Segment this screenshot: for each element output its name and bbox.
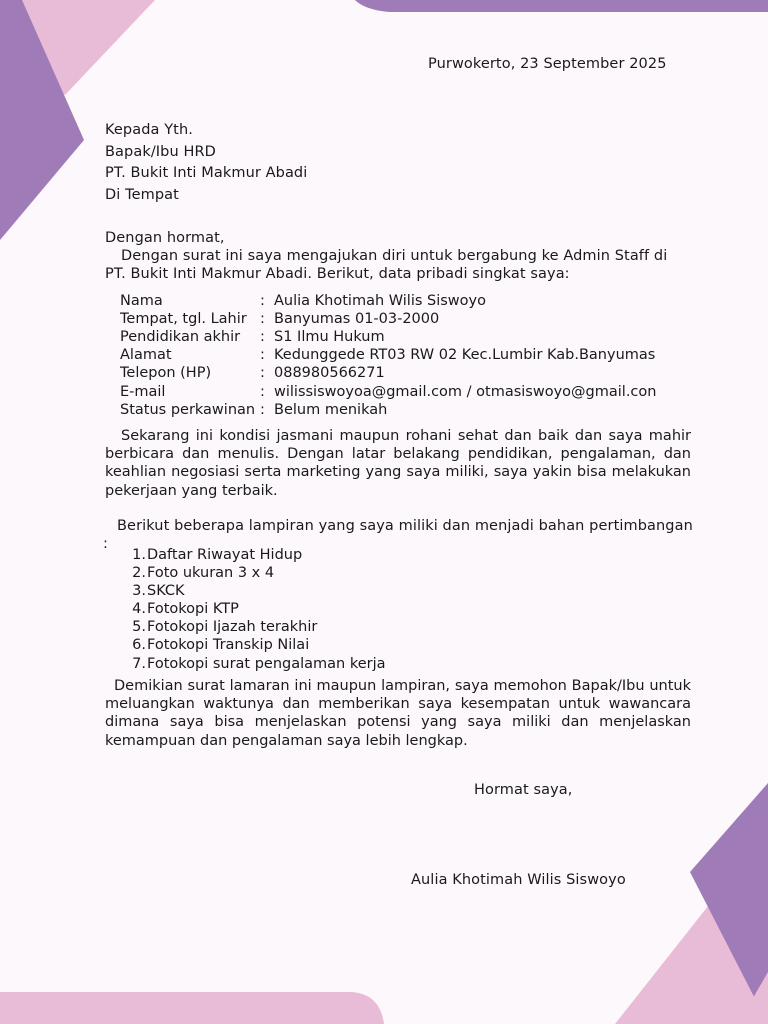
attachment-text: Fotokopi Transkip Nilai bbox=[147, 637, 310, 653]
data-colon: : bbox=[260, 384, 265, 400]
attachment-text: Daftar Riwayat Hidup bbox=[147, 547, 303, 563]
attachment-number: 1. bbox=[132, 547, 146, 563]
recipient-line: Di Tempat bbox=[105, 187, 179, 203]
attachment-item bbox=[132, 582, 185, 600]
data-colon: : bbox=[260, 365, 265, 381]
attachment-text: Foto ukuran 3 x 4 bbox=[147, 565, 275, 581]
attachment-text: Fotokopi Ijazah terakhir bbox=[147, 619, 318, 635]
data-label: Nama bbox=[120, 293, 163, 309]
closing-greeting: Hormat saya, bbox=[474, 782, 573, 798]
attachment-item bbox=[132, 600, 239, 618]
attachment-number: 2. bbox=[132, 565, 146, 581]
attachment-number: 5. bbox=[132, 619, 146, 635]
data-value: S1 Ilmu Hukum bbox=[274, 329, 385, 345]
attachment-item bbox=[132, 564, 275, 582]
data-label: E-mail bbox=[120, 384, 166, 400]
data-value: Aulia Khotimah Wilis Siswoyo bbox=[274, 293, 486, 309]
recipient-line: PT. Bukit Inti Makmur Abadi bbox=[105, 165, 308, 181]
attachment-number: 4. bbox=[132, 601, 146, 617]
attachment-item bbox=[132, 546, 303, 564]
recipient-line: Kepada Yth. bbox=[105, 122, 193, 138]
bottom-left-pink-bar bbox=[0, 992, 384, 1024]
intro-line: PT. Bukit Inti Makmur Abadi. Berikut, data pribadi singkat saya: bbox=[105, 266, 570, 282]
attachment-item bbox=[132, 618, 318, 636]
data-label: Status perkawinan bbox=[120, 402, 256, 418]
data-label: Pendidikan akhir bbox=[120, 329, 241, 345]
data-label: Telepon (HP) bbox=[120, 365, 212, 381]
attachment-number: 7. bbox=[132, 656, 146, 672]
attachments-intro: Berikut beberapa lampiran yang saya miliki dan menjadi bahan pertimbangan bbox=[117, 518, 693, 534]
body-paragraph: Sekarang ini kondisi jasmani maupun rohani sehat dan baik dan saya mahir berbicara dan menulis. Dengan latar belakang pendidikan, pengalaman, dan keahlian negosiasi serta marketing yang saya miliki, saya yakin bisa melakukan pekerjaan yang terbaik. bbox=[105, 428, 691, 499]
data-value: wilissiswoyoa@gmail.com / otmasiswoyo@gmail.con bbox=[274, 384, 657, 400]
attachment-text: Fotokopi surat pengalaman kerja bbox=[147, 656, 386, 672]
data-colon: : bbox=[260, 293, 265, 309]
attachment-item bbox=[132, 636, 310, 654]
data-label: Tempat, tgl. Lahir bbox=[120, 311, 247, 327]
intro-line: Dengan surat ini saya mengajukan diri untuk bergabung ke Admin Staff di bbox=[121, 248, 668, 264]
data-colon: : bbox=[260, 311, 265, 327]
attachment-text: SKCK bbox=[147, 583, 185, 599]
salutation: Dengan hormat, bbox=[105, 230, 225, 246]
data-colon: : bbox=[260, 329, 265, 345]
attachment-number: 6. bbox=[132, 637, 146, 653]
closing-paragraph: Demikian surat lamaran ini maupun lampiran, saya memohon Bapak/Ibu untuk meluangkan waktunya dan memberikan saya kesempatan untuk wawancara dimana saya bisa menjelaskan potensi yang saya miliki dan menjelaskan kemampuan dan pengalaman saya lebih lengkap. bbox=[105, 678, 691, 749]
data-label: Alamat bbox=[120, 347, 172, 363]
recipient-line: Bapak/Ibu HRD bbox=[105, 144, 216, 160]
data-value: Banyumas 01-03-2000 bbox=[274, 311, 440, 327]
data-colon: : bbox=[260, 402, 265, 418]
top-right-purple-bar bbox=[355, 0, 768, 12]
data-value: Belum menikah bbox=[274, 402, 388, 418]
attachments-colon: : bbox=[103, 536, 108, 552]
attachment-number: 3. bbox=[132, 583, 146, 599]
signature-name: Aulia Khotimah Wilis Siswoyo bbox=[411, 872, 626, 888]
place-date: Purwokerto, 23 September 2025 bbox=[428, 56, 667, 72]
data-value: 088980566271 bbox=[274, 365, 385, 381]
data-colon: : bbox=[260, 347, 265, 363]
attachment-text: Fotokopi KTP bbox=[147, 601, 239, 617]
attachment-item bbox=[132, 655, 386, 673]
data-value: Kedunggede RT03 RW 02 Kec.Lumbir Kab.Banyumas bbox=[274, 347, 656, 363]
